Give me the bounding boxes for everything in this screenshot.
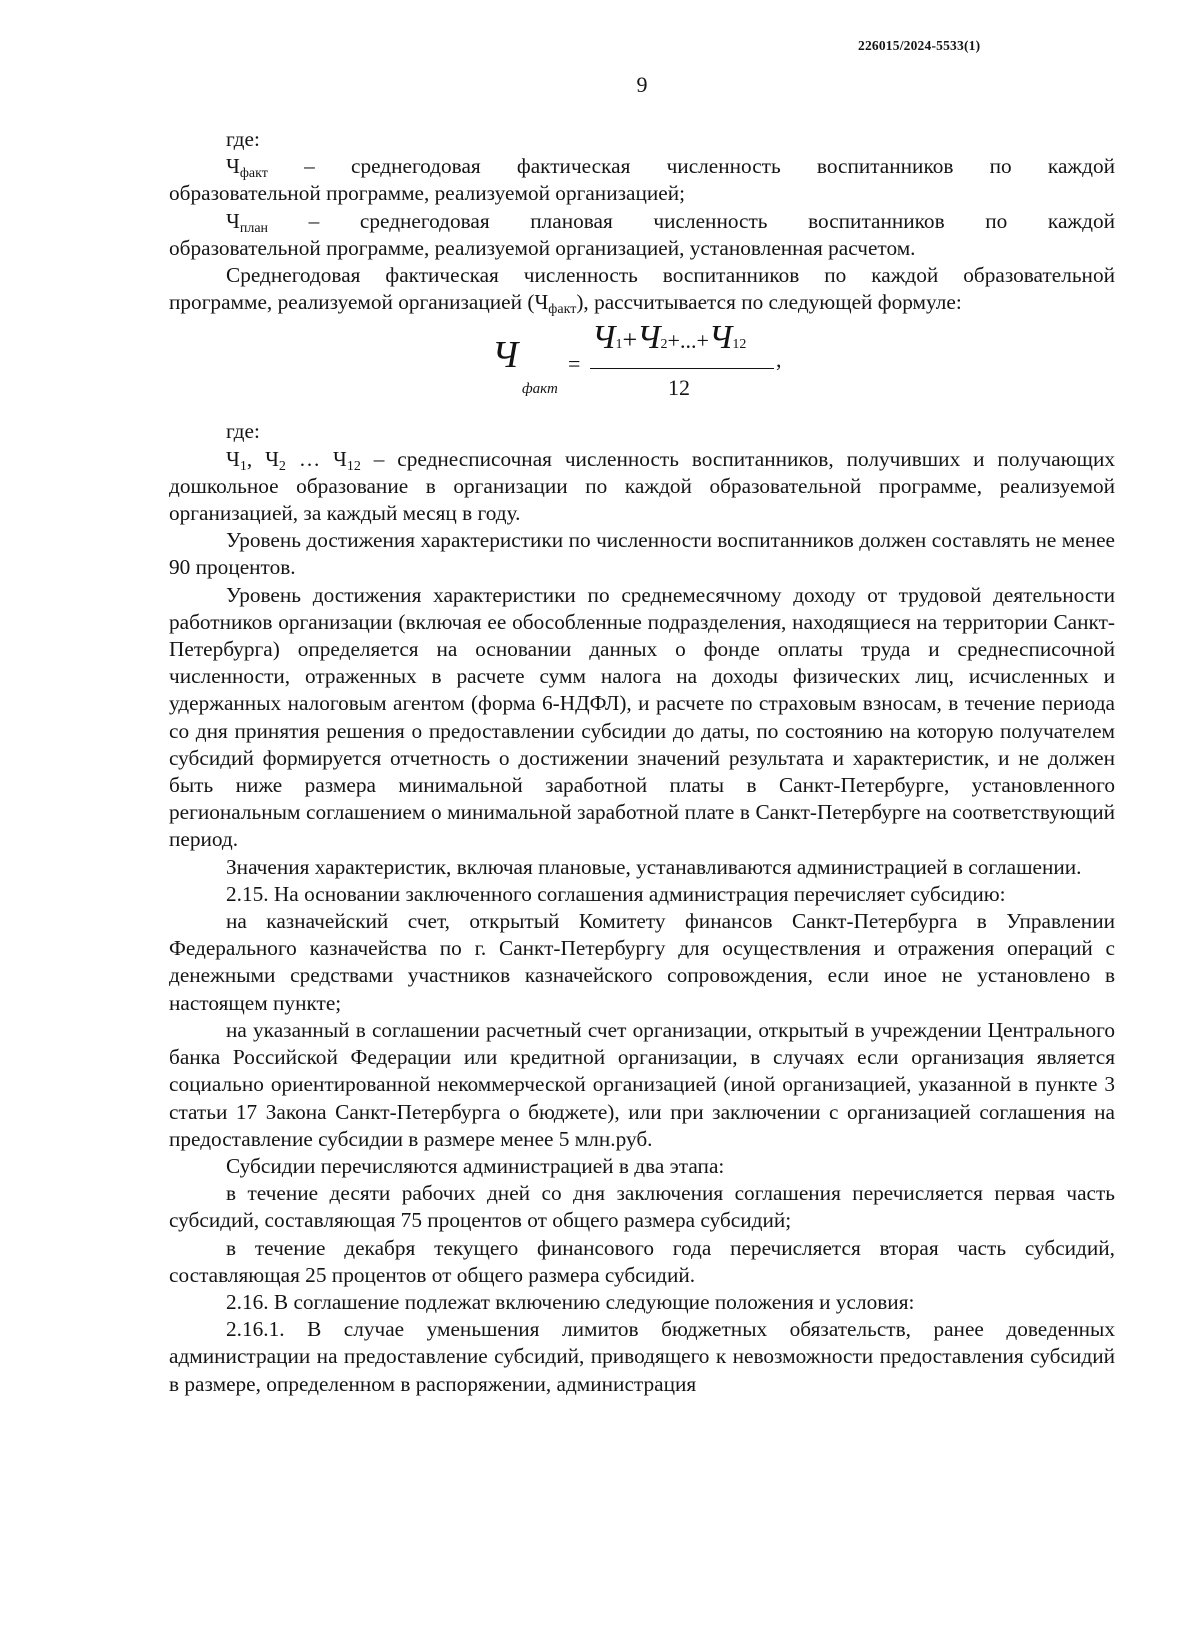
page-number: 9 [636,72,648,97]
formula-lhs: Ч [492,334,519,377]
paragraph-where-1: где: [226,127,260,151]
formula-comma: , [776,347,782,373]
paragraph-ch-fact-definition: $Ч_{факт}$ – среднегодовая фактическая численность воспитанников по каждой [226,154,1115,182]
paragraph-2-15: 2.15. На основании заключенного соглашения администрация перечисляет субсидию: [226,881,1006,906]
formula-lhs-subscript: факт [522,381,558,398]
paragraph-income-level: Уровень достижения характеристики по среднемесячному доходу от трудовой деятельности работников организации (включая ее обособленные подразделения, находящиеся на территории Санкт-Петербурга) определяется на основании данных о фонде оплаты труда и среднесписочной численности, отраженных в расчете сумм налога на доходы физических лиц, исчисленных и удержанных налоговым агентом (форма 6-НДФЛ), и расчете по страховым взносам, в течение периода со дня принятия решения о предоставлении субсидии до даты, по состоянию на которую получателем субсидий формируется отчетность о достижении значений результата и характеристик, и не должен быть ниже размера минимальной заработной платы в Санкт-Петербурге, установленного региональным соглашением о минимальной заработной плате в Санкт-Петербурге на соответствующий период. [169,582,1115,852]
paragraph-average-annual: Среднегодовая фактическая численность воспитанников по каждой образовательной [226,263,1115,288]
paragraph-headcount-level: Уровень достижения характеристики по численности воспитанников должен составлять не менее 90 процентов. [169,528,1115,580]
formula-numerator: Ч1+Ч2+...+Ч12 [592,319,747,357]
document-body [169,126,1115,1398]
paragraph-treasury-account: на казначейский счет, открытый Комитету финансов Санкт-Петербурга в Управлении Федерального казначейства по г. Санкт-Петербургу для осуществления и отражения операций с денежными средствами участников казначейского сопровождения, если иное не установлено в настоящем пункте; [169,909,1115,1015]
paragraph-ch-monthly-definition: $Ч_1$, $Ч_2$ … $Ч_{12}$ – среднесписочная численность воспитанников, получивших и получающих дошкольное образование в организации по каждой образовательной программе, реализуемой организацией, за каждый месяц в году. [169,446,1115,526]
paragraph-ch-plan-definition: $Ч_{план}$ – среднегодовая плановая численность воспитанников по каждой [226,208,1115,236]
formula-denominator: 12 [668,375,690,401]
paragraph-stage-one: в течение десяти рабочих дней со дня заключения соглашения перечисляется первая часть субсидий, составляющая 75 процентов от общего размера субсидий; [169,1181,1115,1233]
paragraph-2-16-1: 2.16.1. В случае уменьшения лимитов бюджетных обязательств, ранее доведенных администрации на предоставление субсидий, приводящего к невозможности предоставления субсидий в размере, определенном в распоряжении, администрация [169,1317,1115,1396]
paragraph-2-16: 2.16. В соглашение подлежат включению следующие положения и условия: [226,1289,915,1314]
paragraph-two-stages: Субсидии перечисляются администрацией в два этапа: [226,1153,725,1178]
paragraph-where-2: где: [226,419,260,444]
paragraph-ch-plan-definition-cont: образовательной программе, реализуемой организацией, установленная расчетом. [169,235,916,260]
formula-equals: = [568,351,581,377]
paragraph-characteristics-values: Значения характеристик, включая плановые, устанавливаются администрацией в соглашении. [226,854,1082,879]
paragraph-ch-fact-definition-cont: образовательной программе, реализуемой организацией; [169,181,686,206]
formula-fraction-bar [590,368,774,369]
paragraph-stage-two: в течение декабря текущего финансового года перечисляется вторая часть субсидий, составляющая 25 процентов от общего размера субсидий. [169,1235,1115,1287]
document-number: 226015/2024-5533(1) [858,38,981,53]
paragraph-settlement-account: на указанный в соглашении расчетный счет организации, открытый в учреждении Центрального банка Российской Федерации или кредитной организации, в случаях если организация является социально ориентированной некоммерческой организацией (иной организацией, указанной в пункте 3 статьи 17 Закона Санкт-Петербурга о бюджете), или при заключении с организацией соглашения на предоставление субсидии в размере менее 5 млн.руб. [169,1017,1115,1151]
formula-block [169,316,1115,418]
paragraph-average-annual-cont: программе, реализуемой организацией $(Ч_{факт})$, рассчитывается по следующей формуле: [169,290,962,318]
